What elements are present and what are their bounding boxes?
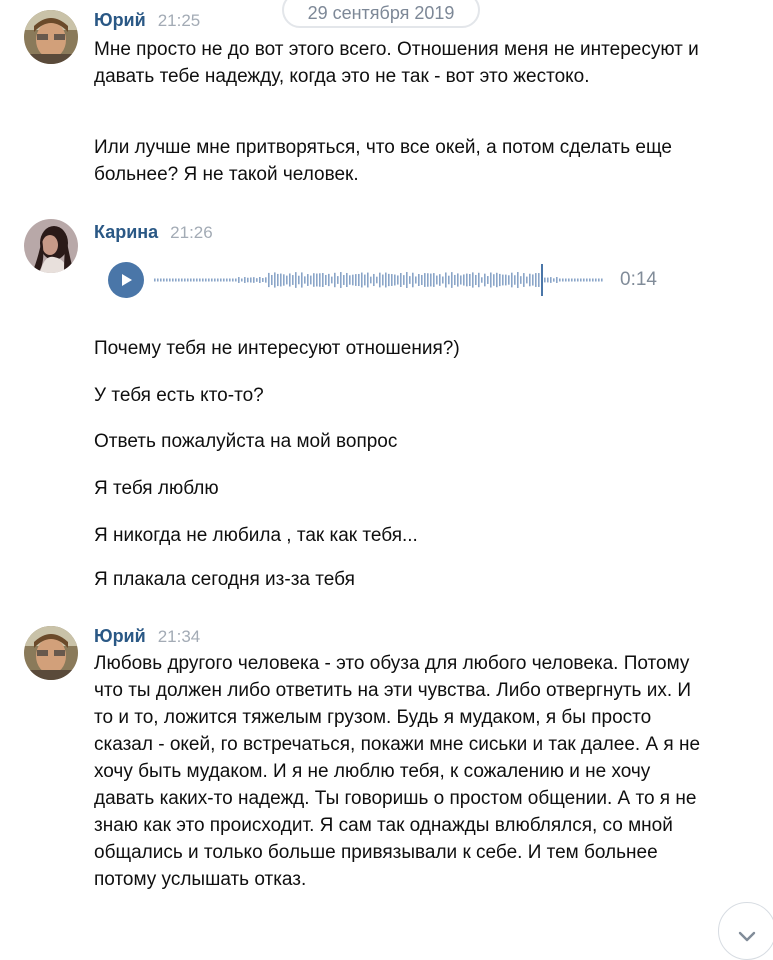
scroll-down-button[interactable] [718, 902, 773, 960]
message-text: Или лучше мне притворяться, что все окей, а потом сделать еще больнее? Я не такой человек. [94, 137, 672, 185]
message-time[interactable]: 21:25 [157, 11, 201, 30]
message-header [94, 222, 213, 246]
message-time[interactable]: 21:34 [157, 627, 201, 646]
message-header [94, 626, 200, 650]
message-text: Мне просто не до вот этого всего. Отношения меня не интересуют и давать тебе надежду, когда это не так - вот это жестоко. [94, 39, 699, 87]
avatar[interactable] [24, 219, 78, 273]
message-text: Я плакала сегодня из-за тебя [94, 569, 355, 590]
message-text: Почему тебя не интересуют отношения?) [94, 338, 460, 359]
date-separator: 29 сентября 2019 [282, 0, 480, 28]
message-text: Любовь другого человека - это обуза для любого человека. Потому что ты должен либо ответить на эти чувства. Либо отвергнуть их. И то и то, ложится тяжелым грузом. Будь я мудаком, я бы просто сказал - окей, го встречаться, покажи мне сиськи и так далее. А я не хочу быть мудаком. И я не люблю тебя, к сожалению и не хочу давать каких-то надежд. Ты говоришь о простом общении. А то я не знаю как это происходит. Я сам так однажды влюблялся, со мной общались и только больше привязывали к себе. И тем больнее потому услышать отказ. [94, 653, 701, 890]
user-avatar-icon [24, 626, 78, 680]
user-avatar-icon [24, 219, 78, 273]
audio-message [108, 260, 668, 300]
author-name[interactable]: Юрий [94, 626, 146, 646]
message-header [94, 10, 200, 34]
message-text: Я тебя люблю [94, 478, 219, 499]
audio-playhead[interactable] [541, 264, 543, 296]
audio-waveform[interactable] [154, 264, 606, 296]
author-name[interactable]: Юрий [94, 10, 146, 30]
message-text: Ответь пожалуйста на мой вопрос [94, 431, 398, 452]
message-time[interactable]: 21:26 [170, 223, 213, 242]
user-avatar-icon [24, 10, 78, 64]
author-name[interactable]: Карина [94, 222, 159, 242]
message-text: Я никогда не любила , так как тебя... [94, 525, 418, 546]
avatar[interactable] [24, 626, 78, 680]
play-button[interactable] [108, 262, 144, 298]
audio-duration: 0:14 [620, 269, 657, 290]
play-icon [118, 272, 134, 288]
avatar[interactable] [24, 10, 78, 64]
chevron-down-icon [735, 925, 759, 949]
message-text: У тебя есть кто-то? [94, 385, 264, 406]
